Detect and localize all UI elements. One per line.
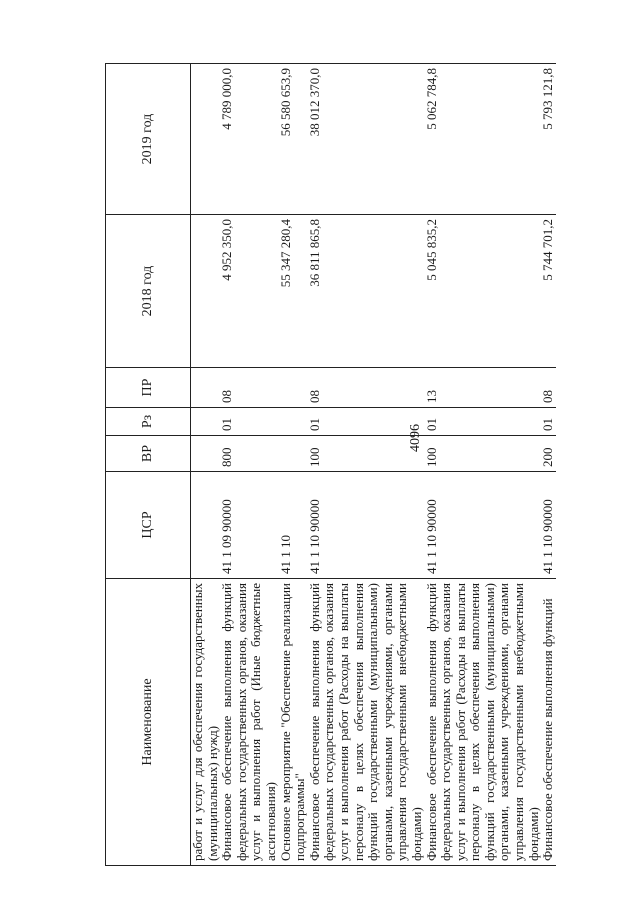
row-rz (279, 408, 308, 436)
table-row (425, 64, 542, 866)
row-2018: 36 811 865,8 (308, 215, 425, 368)
row-2018: 5 045 835,2 (425, 215, 542, 368)
row-vr: 100 (425, 436, 542, 472)
row-csr: 41 1 09 90000 (220, 472, 278, 579)
row-vr: 100 (308, 436, 425, 472)
row-pr: 13 (425, 368, 542, 408)
header-pr: ПР (106, 368, 191, 408)
row-pr (279, 368, 308, 408)
row-pr: 08 (220, 368, 278, 408)
row-csr: 41 1 10 (279, 472, 308, 579)
row-vr (191, 436, 221, 472)
row-rz: 01 (425, 408, 542, 436)
table-header-row (106, 64, 191, 866)
budget-table (105, 63, 556, 866)
row-2019 (191, 64, 221, 215)
header-csr: ЦСР (106, 472, 191, 579)
row-name: работ и услуг для обеспечения государственных (муниципальных) нужд) (191, 579, 221, 866)
table-row (541, 64, 556, 866)
row-name: Финансовое обеспечение выполнения функций федеральных государственных органов, оказания услуг и выполнения работ (Расходы на выплаты персоналу в целях обеспечения выполнения функций государственными (муниципальными) органами, казенными учреждениями, органами управления государственными внебюджетными фондами) (425, 579, 542, 866)
row-vr: 200 (541, 436, 556, 472)
table-row (308, 64, 425, 866)
header-2019: 2019 год (106, 64, 191, 215)
row-vr: 800 (220, 436, 278, 472)
row-rz (191, 408, 221, 436)
row-rz: 01 (220, 408, 278, 436)
row-2018: 4 952 350,0 (220, 215, 278, 368)
header-name: Наименование (106, 579, 191, 866)
row-2018 (191, 215, 221, 368)
row-name: Финансовое обеспечение выполнения функций федеральных государственных органов, оказания услуг и выполнения работ (Расходы на выплаты персоналу в целях обеспечения выполнения функций государственными (муниципальными) органами, казенными учреждениями, органами управления государственными внебюджетными фондами) (308, 579, 425, 866)
row-csr: 41 1 10 90000 (541, 472, 556, 579)
row-2019: 38 012 370,0 (308, 64, 425, 215)
row-pr: 08 (308, 368, 425, 408)
row-csr: 41 1 10 90000 (308, 472, 425, 579)
row-2019: 5 793 121,8 (541, 64, 556, 215)
row-2018: 55 347 280,4 (279, 215, 308, 368)
row-csr (191, 472, 221, 579)
row-2019: 4 789 000,0 (220, 64, 278, 215)
rotated-table-wrapper (105, 64, 601, 866)
row-csr: 41 1 10 90000 (425, 472, 542, 579)
row-name: Финансовое обеспечение выполнения функций (541, 579, 556, 866)
row-name: Финансовое обеспечение выполнения функций федеральных государственных органов, оказания услуг и выполнения работ (Иные бюджетные ассигнования) (220, 579, 278, 866)
header-vr: ВР (106, 436, 191, 472)
header-2018: 2018 год (106, 215, 191, 368)
row-2018: 5 744 701,2 (541, 215, 556, 368)
table-row (279, 64, 308, 866)
header-rz: Рз (106, 408, 191, 436)
row-pr: 08 (541, 368, 556, 408)
table-row (220, 64, 278, 866)
page-number: 4096 (408, 424, 423, 452)
row-vr (279, 436, 308, 472)
row-rz: 01 (541, 408, 556, 436)
row-name: Основное мероприятие "Обеспечение реализации подпрограммы" (279, 579, 308, 866)
table-row (191, 64, 221, 866)
row-pr (191, 368, 221, 408)
row-2019: 56 580 653,9 (279, 64, 308, 215)
row-2019: 5 062 784,8 (425, 64, 542, 215)
row-rz: 01 (308, 408, 425, 436)
